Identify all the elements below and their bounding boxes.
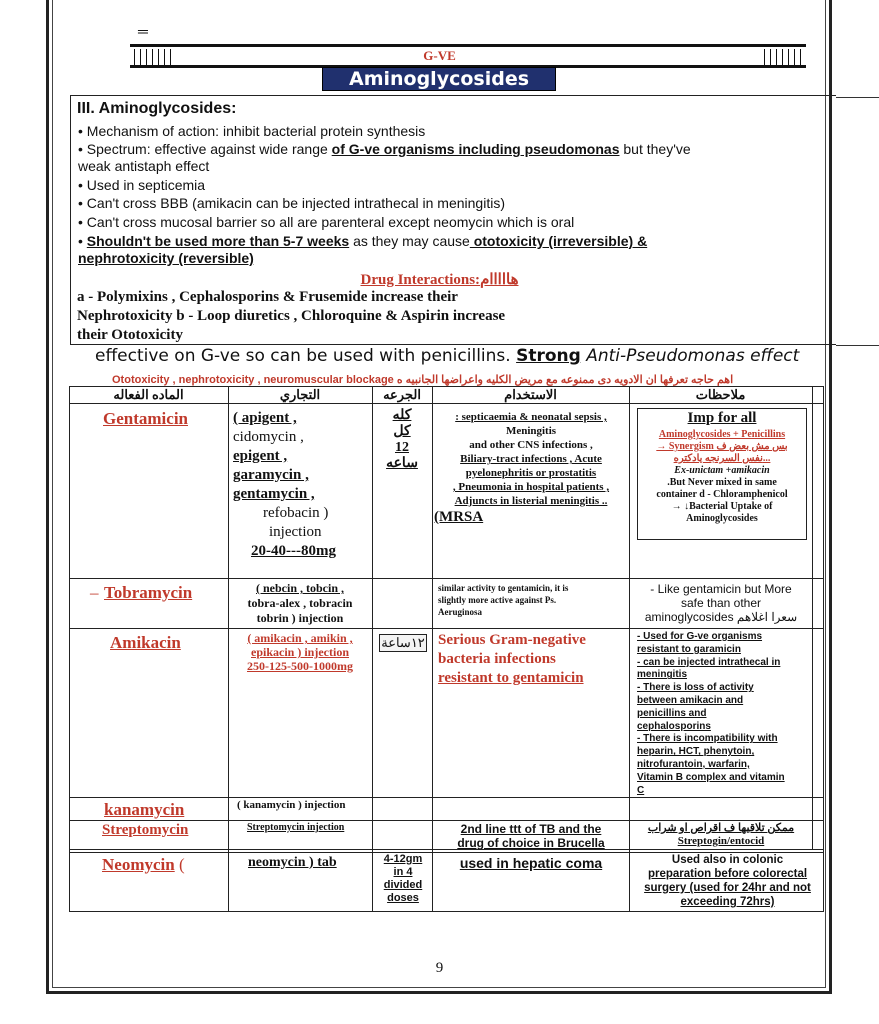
notes-amikacin: - Used for G-ve organisms resistant to garamicin - can be injected intrathecal in meningitis - There is loss of activity between amikacin and penicillins and cephalosporins - There is incompatibility with heparin, HCT, phenytoin, nitrofurantoin, warfarin, Vitamin B complex and vitamin C — [637, 631, 785, 796]
trade-streptomycin: Streptomycin injection — [247, 822, 345, 833]
double-line-mark: ═ — [138, 25, 148, 40]
effective-note: effective on G-ve so can be used with penicillins. Strong Anti-Pseudomonas effect — [95, 346, 800, 366]
col-divider — [629, 386, 630, 912]
bullet-duration: • Shouldn't be used more than 5-7 weeks as they may cause ototoxicity (irreversible) & — [78, 233, 648, 249]
drug-name-amikacin: Amikacin — [110, 633, 181, 652]
bullet-septicemia: • Used in septicemia — [78, 177, 206, 193]
trade-neomycin: neomycin ) tab — [248, 855, 337, 870]
header-notes: ملاحظات — [695, 387, 746, 402]
section-heading: III. Aminoglycosides: — [77, 100, 237, 117]
trade-amikacin: ( amikacin , amikin , epikacin ) injection 250-125-500-1000mg — [247, 631, 353, 673]
drug-name-gentamicin: Gentamicin — [103, 409, 188, 428]
col-divider — [432, 386, 433, 912]
notes-streptomycin: ممكن تلاقيها ف اقراص او شراب Streptogin/entocid — [647, 822, 795, 847]
trade-gentamicin: ( apigent , cidomycin , epigent , garamycin , gentamycin , refobacin ) injection 20-40---80mg — [233, 410, 336, 559]
use-amikacin: Serious Gram-negative bacteria infections resistant to gentamicin — [438, 632, 586, 686]
row-divider — [69, 578, 824, 579]
section-rule-bottom — [836, 345, 879, 346]
bullet-mechanism: • Mechanism of action: inhibit bacterial protein synthesis — [78, 123, 426, 139]
bullet-duration-cont: nephrotoxicity (reversible) — [78, 250, 254, 266]
header-trade: التجاري — [279, 387, 321, 402]
drug-name-tobramycin: Tobramycin — [104, 583, 193, 602]
page-number: 9 — [435, 960, 444, 976]
bullet-spectrum: • Spectrum: effective against wide range of G-ve organisms including pseudomonas but they've — [78, 141, 691, 157]
row-divider — [69, 820, 824, 821]
use-neomycin: used in hepatic coma — [459, 855, 603, 871]
col-divider — [812, 386, 813, 850]
use-tobramycin: similar activity to gentamicin, it is slightly more active against Ps. Aeruginosa — [438, 583, 569, 617]
drug-name-streptomycin: Streptomycin — [102, 822, 189, 838]
trade-kanamycin: ( kanamycin ) injection — [237, 799, 346, 811]
bullet-spectrum-cont: weak antistaph effect — [78, 158, 210, 174]
ototoxicity-note: Ototoxicity , nephrotoxicity , neuromuscular blockage اهم حاجه تعرفها ان الادويه دى ممنوعه مع مريض الكليه واعراضها الجانبيه ه — [112, 374, 734, 386]
imp-note-heading: Imp for all — [687, 410, 757, 426]
notes-neomycin: Used also in colonic preparation before colorectal surgery (used for 24hr and not exceeding 72hrs) — [644, 854, 811, 908]
notes-gentamicin: Aminoglycosides + Penicillins → Synergism بس مش بعض ف نفس السرنجه يادكتره... Ex-unictam +amikacin .But Never mixed in same container d - Chloramphenicol → ↓Bacterial Uptake of Aminoglycosides — [656, 429, 788, 524]
drug-interaction-line: Nephrotoxicity b - Loop diuretics , Chloroquine & Aspirin increase — [77, 308, 506, 324]
header-dose: الجرعه — [383, 387, 421, 402]
dose-neomycin: 4-12gm in 4 divided doses — [383, 853, 423, 904]
use-streptomycin: 2nd line ttt of TB and the drug of choice in Brucella — [457, 822, 605, 850]
drug-name-neomycin: Neomycin ( — [102, 855, 185, 874]
bullet-mucosal: • Can't cross mucosal barrier so all are parenteral except neomycin which is oral — [78, 214, 575, 230]
header-use: الاستخدام — [504, 387, 557, 402]
tobra-dash: – — [90, 583, 99, 602]
drug-name-kanamycin: kanamycin — [104, 800, 185, 819]
row-divider — [69, 628, 824, 629]
dose-amikacin: ١٢ساعة — [379, 634, 427, 652]
bullet-bbb: • Can't cross BBB (amikacin can be injected intrathecal in meningitis) — [78, 195, 505, 211]
use-gentamicin: : septicaemia & neonatal sepsis , Meningitis and other CNS infections , Biliary-tract infections , Acute pyelonephritis or prostatitis , Pneumonia in hospital patients , Adjuncts in listerial meningitis .. (MRSA — [434, 411, 610, 525]
banner-label: G-VE — [423, 48, 456, 63]
drug-interactions-heading: Drug Interactions:هااااام — [360, 272, 519, 288]
drug-interaction-line: a - Polymixins , Cephalosporins & Frusemide increase their — [77, 289, 458, 305]
section-rule-top — [836, 97, 879, 98]
trade-tobramycin: ( nebcin , tobcin , tobra-alex , tobracin tobrin ) injection — [247, 581, 353, 625]
notes-tobramycin: - Like gentamicin but More safe than other aminoglycosides سعرا اغلاهم — [644, 582, 798, 624]
page-title: Aminoglycosides — [322, 67, 556, 91]
drug-interaction-line: their Ototoxicity — [77, 327, 183, 343]
dose-gentamicin: كله كل 12 ساعه — [386, 408, 418, 471]
header-active-ingredient: الماده الفعاله — [113, 387, 184, 402]
row-divider — [69, 403, 824, 404]
